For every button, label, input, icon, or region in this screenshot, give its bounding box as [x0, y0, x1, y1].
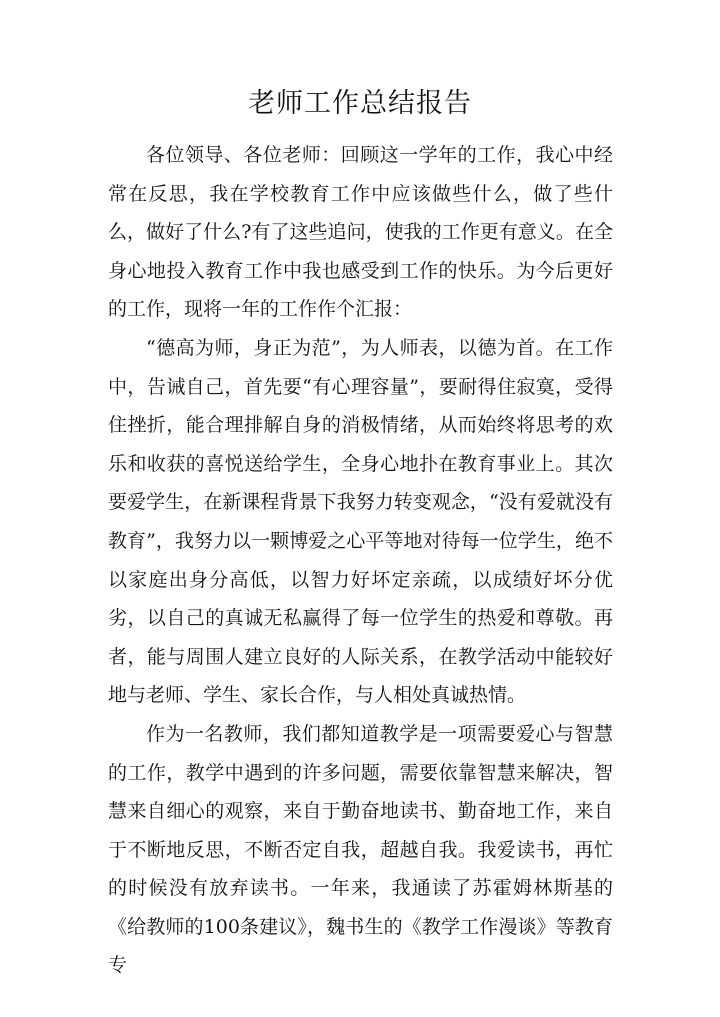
document-body — [108, 136, 613, 985]
paragraph-intro: 各位领导、各位老师：回顾这一学年的工作，我心中经常在反思，我在学校教育工作中应该做些什么，做了些什么，做好了什么?有了这些追问，使我的工作更有意义。在全身心地投入教育工作中我也感受到工作的快乐。为今后更好的工作，现将一年的工作作个汇报： — [108, 144, 613, 321]
document-title: 老师工作总结报告 — [248, 88, 472, 119]
paragraph-ethics: “德高为师，身正为范”，为人师表，以德为首。在工作中，告诫自己，首先要“有心理容量”，要耐得住寂寞，受得住挫折，能合理排解自身的消极情绪，从而始终将思考的欢乐和收获的喜悦送给学生，全身心地扑在教育事业上。其次要爱学生，在新课程背景下我努力转变观念，“没有爱就没有教育”，我努力以一颗博爱之心平等地对待每一位学生，绝不以家庭出身分高低，以智力好坏定亲疏，以成绩好坏分优劣，以自己的真诚无私赢得了每一位学生的热爱和尊敬。再者，能与周围人建立良好的人际关系，在教学活动中能较好地与老师、学生、家长合作，与人相处真诚热情。 — [108, 336, 613, 707]
paragraph-teaching: 作为一名教师，我们都知道教学是一项需要爱心与智慧的工作，教学中遇到的许多问题，需要依靠智慧来解决，智慧来自细心的观察，来自于勤奋地读书、勤奋地工作，来自于不断地反思，不断否定自我，超越自我。我爱读书，再忙的时候没有放弃读书。一年来，我通读了苏霍姆林斯基的《给教师的100条建议》，魏书生的《教学工作漫谈》等教育专 — [108, 722, 613, 977]
